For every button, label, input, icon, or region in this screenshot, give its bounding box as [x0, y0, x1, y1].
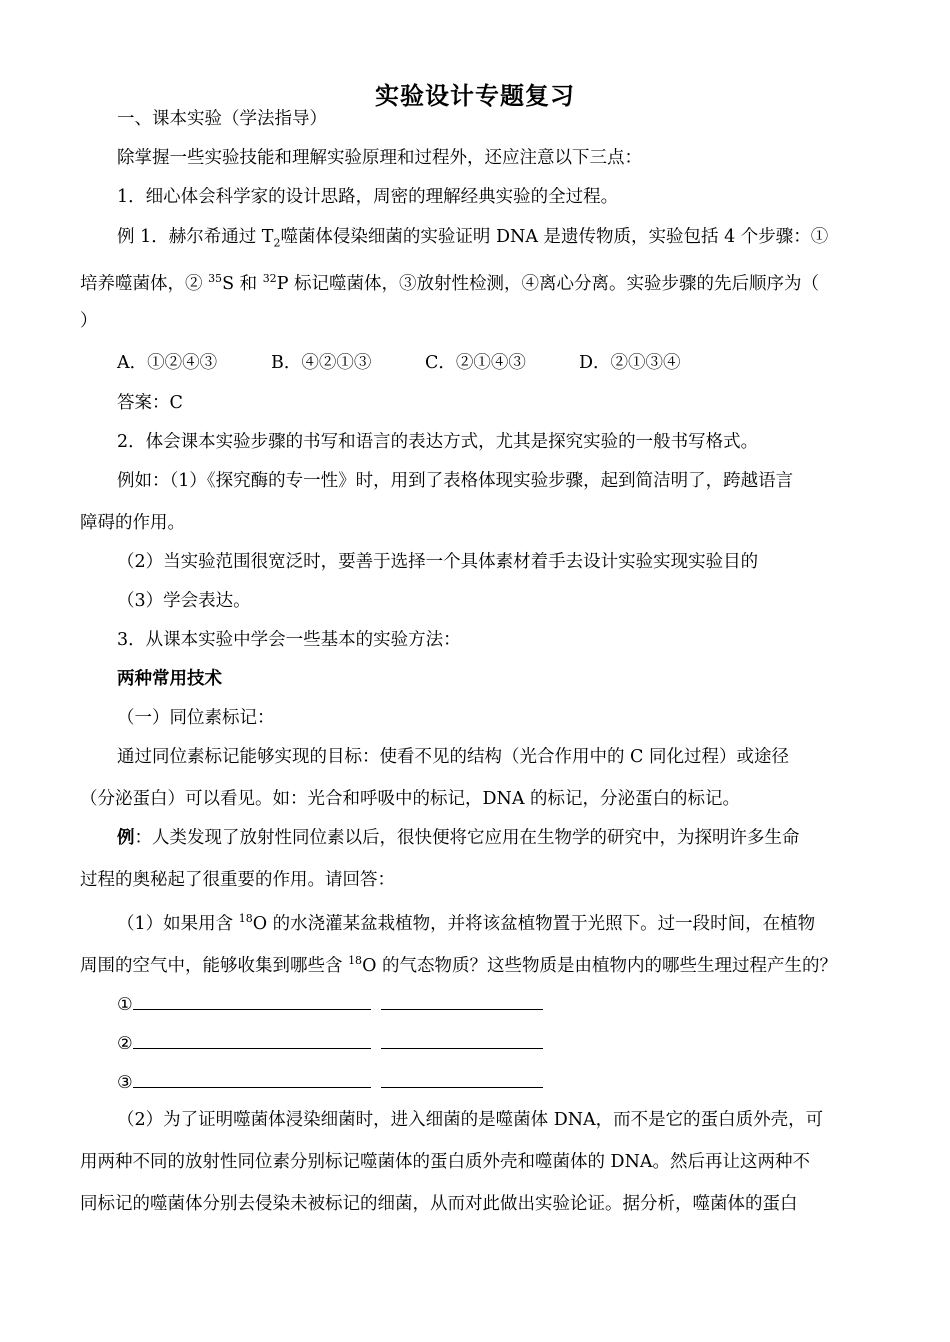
example-line-2: 障碍的作用。	[80, 513, 185, 533]
answer-blank-row-2: ②	[117, 1030, 543, 1056]
question-2-line-3: 同标记的噬菌体分别去侵染未被标记的细菌，从而对此做出实验论证。据分析，噬菌体的蛋白	[80, 1194, 798, 1214]
example-1-line-3: ）	[80, 311, 98, 331]
option-d: D．②①③④	[579, 353, 681, 373]
point-2: 2．体会课本实验步骤的书写和语言的表达方式，尤其是探究实验的一般书写格式。	[117, 432, 759, 452]
section-heading: 一、课本实验（学法指导）	[117, 109, 327, 129]
answer-blank-row-3: ③	[117, 1069, 543, 1095]
answer-blank[interactable]	[381, 991, 543, 1010]
example-line-1: 例如：（1）《探究酶的专一性》时，用到了表格体现实验步骤，起到简洁明了，跨越语言	[117, 471, 794, 491]
example-1-options	[117, 351, 880, 375]
answer-blank[interactable]	[381, 1030, 543, 1049]
option-c: C．②①④③	[425, 353, 526, 373]
page-title: 实验设计专题复习	[375, 82, 575, 110]
techniques-heading: 两种常用技术	[117, 669, 222, 689]
question-2-line-2: 用两种不同的放射性同位素分别标记噬菌体的蛋白质外壳和噬菌体的 DNA。然后再让这两种不	[80, 1152, 811, 1172]
answer-blank[interactable]	[133, 1030, 371, 1049]
question-1-line-2: 周围的空气中，能够收集到哪些含 $^{18}$O 的气态物质？这些物质是由植物内的哪些生理过程产生的？	[80, 954, 837, 976]
answer-blank-row-1: ①	[117, 991, 543, 1017]
answer-blank[interactable]	[133, 991, 371, 1010]
option-b: B．④②①③	[271, 353, 372, 373]
example-1-answer: 答案：C	[117, 393, 183, 413]
example-2-line-2: 过程的奥秘起了很重要的作用。请回答：	[80, 870, 395, 890]
technique-1-heading: （一）同位素标记：	[117, 708, 275, 728]
example-2-line-1: 例：人类发现了放射性同位素以后，很快便将它应用在生物学的研究中，为探明许多生命	[117, 828, 800, 848]
example-line-3: （2）当实验范围很宽泛时，要善于选择一个具体素材着手去设计实验实现实验目的	[117, 552, 759, 572]
answer-blank[interactable]	[133, 1069, 371, 1088]
example-1-line-2: 培养噬菌体，② $^{35}$S 和 $^{32}$P 标记噬菌体，③放射性检测，④离心分离。实验步骤的先后顺序为（	[80, 272, 820, 294]
point-1: 1．细心体会科学家的设计思路，周密的理解经典实验的全过程。	[117, 187, 619, 207]
example-line-4: （3）学会表达。	[117, 591, 251, 611]
question-1-line-1: （1）如果用含 $^{18}$O 的水浇灌某盆栽植物，并将该盆植物置于光照下。过一段时间，在植物	[117, 912, 816, 934]
point-3: 3．从课本实验中学会一些基本的实验方法：	[117, 630, 461, 650]
question-2-line-1: （2）为了证明噬菌体浸染细菌时，进入细菌的是噬菌体 DNA，而不是它的蛋白质外壳，可	[117, 1110, 824, 1130]
option-a: A．①②④③	[117, 353, 218, 373]
isotope-line-1: 通过同位素标记能够实现的目标：使看不见的结构（光合作用中的 C 同化过程）或途径	[117, 747, 790, 767]
example-2-label: 例	[117, 828, 135, 848]
example-1-line-1: 例 1．赫尔希通过 $T_2$噬菌体侵染细菌的实验证明 DNA 是遗传物质，实验包括 4 个步骤：①	[117, 227, 829, 250]
answer-blank[interactable]	[381, 1069, 543, 1088]
intro-text: 除掌握一些实验技能和理解实验原理和过程外，还应注意以下三点：	[117, 148, 642, 168]
isotope-line-2: （分泌蛋白）可以看见。如：光合和呼吸中的标记，DNA 的标记，分泌蛋白的标记。	[80, 789, 741, 809]
